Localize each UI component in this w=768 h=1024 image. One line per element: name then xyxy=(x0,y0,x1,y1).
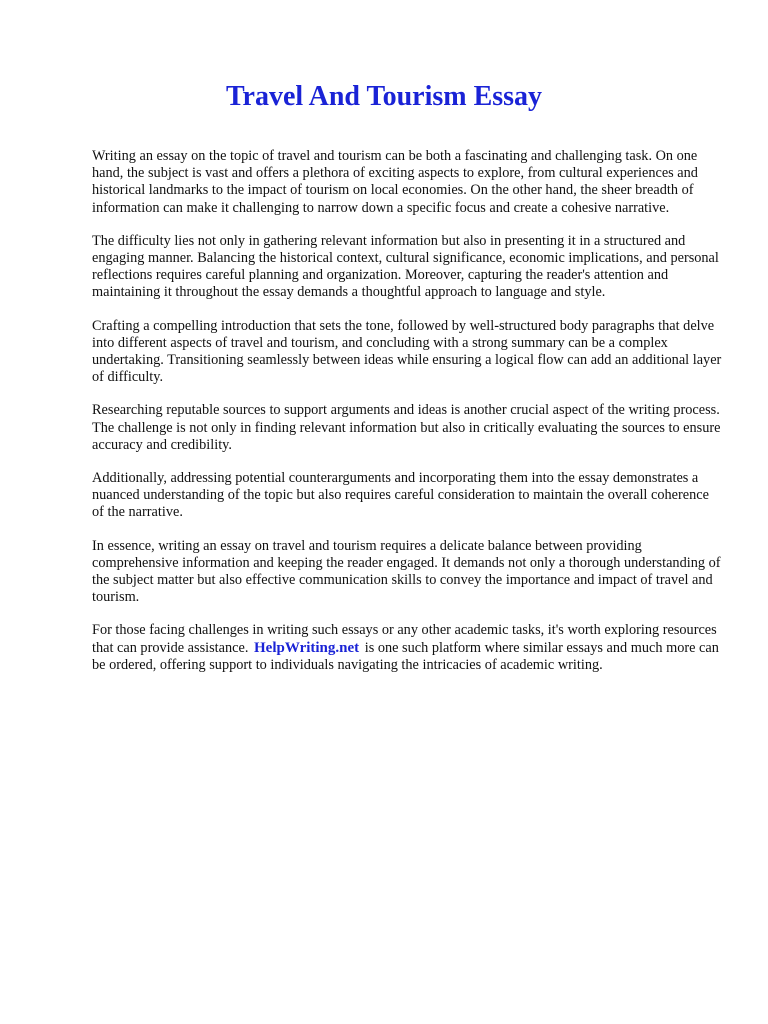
paragraph-7 xyxy=(92,622,724,674)
helpwriting-link[interactable]: HelpWriting.net xyxy=(254,639,360,656)
paragraph-5: Additionally, addressing potential counterarguments and incorporating them into the essay demonstrates a nuanced understanding of the topic but also requires careful consideration to maintain the overall coherence of the narrative. xyxy=(92,470,709,521)
paragraph-2: The difficulty lies not only in gathering relevant information but also in presenting it in a structured and engaging manner. Balancing the historical context, cultural significance, economic implications, and personal reflections requires careful planning and organization. Moreover, capturing the reader's attention and maintaining it throughout the essay demands a thoughtful approach to language and style. xyxy=(92,232,719,301)
paragraph-7-before-link: For those facing challenges in writing such essays or any other academic tasks, it's worth exploring resources that can provide assistance. xyxy=(92,622,717,656)
paragraph-7-after-link: is one such platform where similar essays and much more can be ordered, offering support to individuals navigating the intricacies of academic writing. xyxy=(92,639,719,673)
page-title: Travel And Tourism Essay xyxy=(225,81,543,112)
paragraph-3: Crafting a compelling introduction that sets the tone, followed by well-structured body paragraphs that delve into different aspects of travel and tourism, and concluding with a strong summary can be a complex undertaking. Transitioning seamlessly between ideas while ensuring a logical flow can add an additional layer of difficulty. xyxy=(92,317,722,386)
paragraph-1: Writing an essay on the topic of travel and tourism can be both a fascinating and challenging task. On one hand, the subject is vast and offers a plethora of exciting aspects to explore, from cultural experiences and historical landmarks to the impact of tourism on local economies. On the other hand, the sheer breadth of information can make it challenging to narrow down a specific focus and create a cohesive narrative. xyxy=(92,148,698,216)
paragraph-6: In essence, writing an essay on travel and tourism requires a delicate balance between providing comprehensive information and keeping the reader engaged. It demands not only a thorough understanding of the subject matter but also effective communication skills to convey the importance and impact of travel and tourism. xyxy=(92,537,721,606)
paragraph-4: Researching reputable sources to support arguments and ideas is another crucial aspect of the writing process. The challenge is not only in finding relevant information but also in critically evaluating the sources to ensure accuracy and credibility. xyxy=(92,402,721,453)
